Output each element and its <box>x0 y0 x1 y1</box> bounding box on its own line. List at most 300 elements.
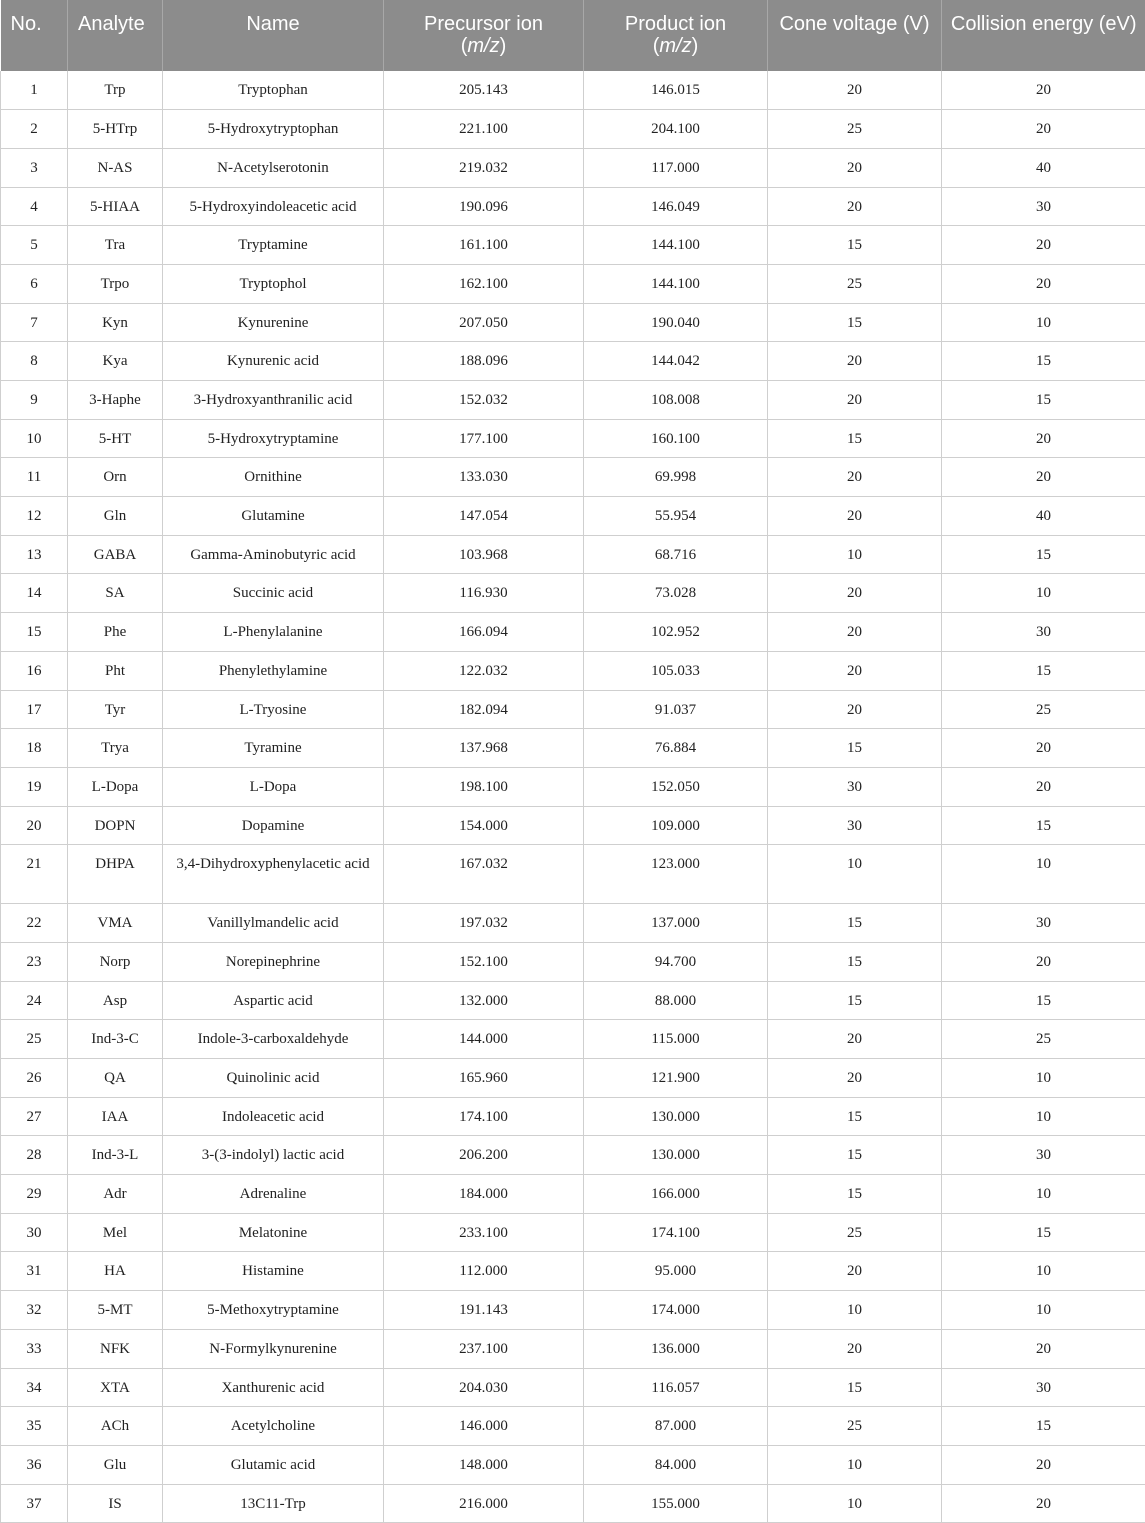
cell-cone-voltage: 15 <box>768 904 942 943</box>
cell-cone-voltage: 20 <box>768 1059 942 1098</box>
cell-no: 20 <box>1 806 68 845</box>
table-row <box>1 1252 1145 1291</box>
cell-precursor-ion: 122.032 <box>384 651 584 690</box>
table-row <box>1 690 1145 729</box>
cell-collision-energy: 10 <box>942 1252 1145 1291</box>
cell-cone-voltage: 10 <box>768 535 942 574</box>
table-row <box>1 613 1145 652</box>
cell-cone-voltage: 10 <box>768 845 942 904</box>
cell-cone-voltage: 25 <box>768 1407 942 1446</box>
cell-precursor-ion: 174.100 <box>384 1097 584 1136</box>
cell-analyte: Gln <box>68 497 163 536</box>
cell-precursor-ion: 221.100 <box>384 110 584 149</box>
cell-cone-voltage: 15 <box>768 1136 942 1175</box>
cell-analyte: L-Dopa <box>68 767 163 806</box>
cell-no: 2 <box>1 110 68 149</box>
table-body <box>1 71 1145 1523</box>
cell-name: Gamma-Aminobutyric acid <box>163 535 384 574</box>
cell-cone-voltage: 10 <box>768 1484 942 1523</box>
cell-name: 5-Hydroxytryptamine <box>163 419 384 458</box>
cell-name: Indole-3-carboxaldehyde <box>163 1020 384 1059</box>
cell-cone-voltage: 20 <box>768 1020 942 1059</box>
cell-product-ion: 130.000 <box>584 1097 768 1136</box>
cell-analyte: IS <box>68 1484 163 1523</box>
table-row <box>1 729 1145 768</box>
cell-collision-energy: 10 <box>942 1291 1145 1330</box>
cell-name: Melatonine <box>163 1213 384 1252</box>
header-no: No. <box>1 0 68 71</box>
cell-name: 5-Hydroxytryptophan <box>163 110 384 149</box>
cell-cone-voltage: 10 <box>768 1291 942 1330</box>
cell-precursor-ion: 161.100 <box>384 226 584 265</box>
cell-analyte: Asp <box>68 981 163 1020</box>
cell-collision-energy: 15 <box>942 535 1145 574</box>
cell-precursor-ion: 219.032 <box>384 148 584 187</box>
cell-product-ion: 190.040 <box>584 303 768 342</box>
cell-name: Glutamic acid <box>163 1445 384 1484</box>
cell-product-ion: 108.008 <box>584 381 768 420</box>
cell-product-ion: 102.952 <box>584 613 768 652</box>
cell-product-ion: 69.998 <box>584 458 768 497</box>
cell-name: Phenylethylamine <box>163 651 384 690</box>
cell-name: 3,4-Dihydroxyphenylacetic acid <box>163 845 384 904</box>
table-row <box>1 187 1145 226</box>
cell-cone-voltage: 15 <box>768 729 942 768</box>
cell-no: 16 <box>1 651 68 690</box>
cell-product-ion: 88.000 <box>584 981 768 1020</box>
cell-cone-voltage: 15 <box>768 1097 942 1136</box>
cell-product-ion: 91.037 <box>584 690 768 729</box>
cell-product-ion: 166.000 <box>584 1175 768 1214</box>
cell-analyte: DHPA <box>68 845 163 904</box>
cell-precursor-ion: 147.054 <box>384 497 584 536</box>
cell-collision-energy: 15 <box>942 1407 1145 1446</box>
cell-name: Dopamine <box>163 806 384 845</box>
cell-precursor-ion: 103.968 <box>384 535 584 574</box>
cell-collision-energy: 10 <box>942 845 1145 904</box>
table-row <box>1 1020 1145 1059</box>
cell-product-ion: 105.033 <box>584 651 768 690</box>
cell-product-ion: 121.900 <box>584 1059 768 1098</box>
cell-product-ion: 115.000 <box>584 1020 768 1059</box>
cell-cone-voltage: 20 <box>768 574 942 613</box>
cell-product-ion: 144.100 <box>584 226 768 265</box>
cell-no: 29 <box>1 1175 68 1214</box>
cell-name: Tryptophan <box>163 71 384 110</box>
cell-cone-voltage: 15 <box>768 1368 942 1407</box>
cell-precursor-ion: 206.200 <box>384 1136 584 1175</box>
cell-precursor-ion: 133.030 <box>384 458 584 497</box>
cell-cone-voltage: 20 <box>768 690 942 729</box>
cell-product-ion: 146.049 <box>584 187 768 226</box>
cell-collision-energy: 25 <box>942 690 1145 729</box>
cell-name: Ornithine <box>163 458 384 497</box>
cell-cone-voltage: 15 <box>768 942 942 981</box>
cell-product-ion: 144.100 <box>584 264 768 303</box>
cell-cone-voltage: 15 <box>768 226 942 265</box>
cell-name: Xanthurenic acid <box>163 1368 384 1407</box>
table-row <box>1 1445 1145 1484</box>
table-row <box>1 458 1145 497</box>
cell-cone-voltage: 20 <box>768 71 942 110</box>
cell-no: 37 <box>1 1484 68 1523</box>
cell-precursor-ion: 216.000 <box>384 1484 584 1523</box>
cell-cone-voltage: 25 <box>768 1213 942 1252</box>
cell-analyte: Mel <box>68 1213 163 1252</box>
cell-collision-energy: 30 <box>942 187 1145 226</box>
cell-collision-energy: 40 <box>942 148 1145 187</box>
cell-collision-energy: 10 <box>942 303 1145 342</box>
table-row <box>1 845 1145 904</box>
cell-analyte: 5-HT <box>68 419 163 458</box>
cell-no: 36 <box>1 1445 68 1484</box>
cell-name: Acetylcholine <box>163 1407 384 1446</box>
table-row <box>1 1291 1145 1330</box>
cell-precursor-ion: 152.100 <box>384 942 584 981</box>
cell-cone-voltage: 20 <box>768 148 942 187</box>
cell-cone-voltage: 30 <box>768 767 942 806</box>
cell-no: 23 <box>1 942 68 981</box>
cell-analyte: XTA <box>68 1368 163 1407</box>
cell-no: 19 <box>1 767 68 806</box>
cell-precursor-ion: 205.143 <box>384 71 584 110</box>
cell-no: 5 <box>1 226 68 265</box>
cell-collision-energy: 10 <box>942 1175 1145 1214</box>
cell-cone-voltage: 15 <box>768 419 942 458</box>
cell-collision-energy: 15 <box>942 1213 1145 1252</box>
table-row <box>1 381 1145 420</box>
table-row <box>1 1368 1145 1407</box>
cell-name: N-Formylkynurenine <box>163 1329 384 1368</box>
cell-name: Tyramine <box>163 729 384 768</box>
cell-precursor-ion: 207.050 <box>384 303 584 342</box>
cell-analyte: IAA <box>68 1097 163 1136</box>
cell-precursor-ion: 191.143 <box>384 1291 584 1330</box>
cell-precursor-ion: 116.930 <box>384 574 584 613</box>
header-analyte: Analyte <box>68 0 163 71</box>
cell-precursor-ion: 184.000 <box>384 1175 584 1214</box>
cell-collision-energy: 20 <box>942 1329 1145 1368</box>
cell-product-ion: 123.000 <box>584 845 768 904</box>
cell-name: Kynurenic acid <box>163 342 384 381</box>
cell-cone-voltage: 20 <box>768 342 942 381</box>
cell-analyte: HA <box>68 1252 163 1291</box>
cell-analyte: Glu <box>68 1445 163 1484</box>
cell-name: Norepinephrine <box>163 942 384 981</box>
cell-no: 22 <box>1 904 68 943</box>
cell-product-ion: 87.000 <box>584 1407 768 1446</box>
cell-no: 21 <box>1 845 68 904</box>
cell-analyte: 3-Haphe <box>68 381 163 420</box>
cell-cone-voltage: 15 <box>768 303 942 342</box>
cell-product-ion: 73.028 <box>584 574 768 613</box>
table-row <box>1 110 1145 149</box>
cell-product-ion: 174.000 <box>584 1291 768 1330</box>
cell-cone-voltage: 15 <box>768 1175 942 1214</box>
cell-product-ion: 136.000 <box>584 1329 768 1368</box>
cell-no: 32 <box>1 1291 68 1330</box>
cell-precursor-ion: 148.000 <box>384 1445 584 1484</box>
cell-name: Quinolinic acid <box>163 1059 384 1098</box>
cell-precursor-ion: 190.096 <box>384 187 584 226</box>
cell-no: 3 <box>1 148 68 187</box>
cell-collision-energy: 20 <box>942 71 1145 110</box>
cell-precursor-ion: 112.000 <box>384 1252 584 1291</box>
cell-collision-energy: 20 <box>942 419 1145 458</box>
cell-product-ion: 76.884 <box>584 729 768 768</box>
table-row <box>1 497 1145 536</box>
cell-no: 35 <box>1 1407 68 1446</box>
cell-no: 10 <box>1 419 68 458</box>
cell-collision-energy: 15 <box>942 342 1145 381</box>
cell-precursor-ion: 198.100 <box>384 767 584 806</box>
cell-cone-voltage: 15 <box>768 981 942 1020</box>
cell-collision-energy: 20 <box>942 1445 1145 1484</box>
cell-name: Histamine <box>163 1252 384 1291</box>
table-row <box>1 1407 1145 1446</box>
table-row <box>1 1097 1145 1136</box>
table-row <box>1 303 1145 342</box>
cell-no: 24 <box>1 981 68 1020</box>
cell-analyte: Pht <box>68 651 163 690</box>
header-collision-energy: Collision energy (eV) <box>942 0 1145 71</box>
cell-name: N-Acetylserotonin <box>163 148 384 187</box>
cell-cone-voltage: 10 <box>768 1445 942 1484</box>
cell-cone-voltage: 30 <box>768 806 942 845</box>
cell-name: L-Tryosine <box>163 690 384 729</box>
cell-cone-voltage: 20 <box>768 187 942 226</box>
cell-collision-energy: 30 <box>942 904 1145 943</box>
cell-name: Tryptamine <box>163 226 384 265</box>
cell-product-ion: 137.000 <box>584 904 768 943</box>
cell-collision-energy: 20 <box>942 942 1145 981</box>
cell-no: 25 <box>1 1020 68 1059</box>
table-row <box>1 419 1145 458</box>
cell-analyte: DOPN <box>68 806 163 845</box>
header-cone-voltage: Cone voltage (V) <box>768 0 942 71</box>
cell-precursor-ion: 233.100 <box>384 1213 584 1252</box>
cell-name: 3-Hydroxyanthranilic acid <box>163 381 384 420</box>
cell-precursor-ion: 137.968 <box>384 729 584 768</box>
cell-analyte: Tra <box>68 226 163 265</box>
table-row <box>1 535 1145 574</box>
cell-cone-voltage: 25 <box>768 264 942 303</box>
cell-product-ion: 95.000 <box>584 1252 768 1291</box>
table-row <box>1 226 1145 265</box>
table-row <box>1 1136 1145 1175</box>
cell-collision-energy: 15 <box>942 981 1145 1020</box>
cell-name: 3-(3-indolyl) lactic acid <box>163 1136 384 1175</box>
cell-analyte: Kyn <box>68 303 163 342</box>
header-name: Name <box>163 0 384 71</box>
cell-collision-energy: 20 <box>942 264 1145 303</box>
table-row <box>1 904 1145 943</box>
cell-product-ion: 146.015 <box>584 71 768 110</box>
cell-name: Succinic acid <box>163 574 384 613</box>
table-row <box>1 342 1145 381</box>
table-row <box>1 264 1145 303</box>
cell-product-ion: 116.057 <box>584 1368 768 1407</box>
cell-product-ion: 94.700 <box>584 942 768 981</box>
cell-collision-energy: 20 <box>942 226 1145 265</box>
header-product-ion: Product ion (m/z) <box>584 0 768 71</box>
cell-collision-energy: 15 <box>942 651 1145 690</box>
cell-analyte: SA <box>68 574 163 613</box>
header-precursor-ion: Precursor ion (m/z) <box>384 0 584 71</box>
cell-no: 28 <box>1 1136 68 1175</box>
cell-cone-voltage: 20 <box>768 1329 942 1368</box>
cell-analyte: Trp <box>68 71 163 110</box>
cell-collision-energy: 20 <box>942 1484 1145 1523</box>
cell-product-ion: 130.000 <box>584 1136 768 1175</box>
cell-analyte: Kya <box>68 342 163 381</box>
cell-no: 1 <box>1 71 68 110</box>
cell-product-ion: 152.050 <box>584 767 768 806</box>
cell-collision-energy: 40 <box>942 497 1145 536</box>
cell-precursor-ion: 204.030 <box>384 1368 584 1407</box>
table-row <box>1 1329 1145 1368</box>
cell-cone-voltage: 20 <box>768 651 942 690</box>
cell-no: 4 <box>1 187 68 226</box>
cell-precursor-ion: 162.100 <box>384 264 584 303</box>
header-row <box>1 0 1145 71</box>
cell-product-ion: 160.100 <box>584 419 768 458</box>
cell-no: 27 <box>1 1097 68 1136</box>
cell-no: 15 <box>1 613 68 652</box>
cell-analyte: 5-HTrp <box>68 110 163 149</box>
cell-analyte: Norp <box>68 942 163 981</box>
table-row <box>1 1213 1145 1252</box>
cell-precursor-ion: 166.094 <box>384 613 584 652</box>
cell-collision-energy: 15 <box>942 806 1145 845</box>
cell-product-ion: 84.000 <box>584 1445 768 1484</box>
cell-name: 5-Hydroxyindoleacetic acid <box>163 187 384 226</box>
cell-product-ion: 109.000 <box>584 806 768 845</box>
cell-precursor-ion: 144.000 <box>384 1020 584 1059</box>
cell-collision-energy: 20 <box>942 458 1145 497</box>
cell-cone-voltage: 20 <box>768 613 942 652</box>
cell-collision-energy: 10 <box>942 574 1145 613</box>
cell-cone-voltage: 20 <box>768 1252 942 1291</box>
table-row <box>1 71 1145 110</box>
cell-name: Indoleacetic acid <box>163 1097 384 1136</box>
cell-analyte: Adr <box>68 1175 163 1214</box>
cell-product-ion: 68.716 <box>584 535 768 574</box>
cell-collision-energy: 25 <box>942 1020 1145 1059</box>
cell-cone-voltage: 20 <box>768 381 942 420</box>
cell-analyte: NFK <box>68 1329 163 1368</box>
table-row <box>1 806 1145 845</box>
cell-no: 13 <box>1 535 68 574</box>
cell-name: Aspartic acid <box>163 981 384 1020</box>
cell-collision-energy: 30 <box>942 1136 1145 1175</box>
cell-name: Kynurenine <box>163 303 384 342</box>
cell-no: 17 <box>1 690 68 729</box>
cell-collision-energy: 20 <box>942 110 1145 149</box>
cell-name: Tryptophol <box>163 264 384 303</box>
cell-name: 13C11-Trp <box>163 1484 384 1523</box>
cell-analyte: VMA <box>68 904 163 943</box>
cell-precursor-ion: 182.094 <box>384 690 584 729</box>
table-row <box>1 1175 1145 1214</box>
cell-no: 30 <box>1 1213 68 1252</box>
cell-analyte: Phe <box>68 613 163 652</box>
cell-analyte: Ind-3-L <box>68 1136 163 1175</box>
cell-collision-energy: 20 <box>942 729 1145 768</box>
cell-name: Vanillylmandelic acid <box>163 904 384 943</box>
cell-no: 34 <box>1 1368 68 1407</box>
table-row <box>1 574 1145 613</box>
cell-product-ion: 204.100 <box>584 110 768 149</box>
cell-precursor-ion: 167.032 <box>384 845 584 904</box>
table-row <box>1 767 1145 806</box>
cell-no: 31 <box>1 1252 68 1291</box>
table-row <box>1 981 1145 1020</box>
cell-no: 12 <box>1 497 68 536</box>
cell-no: 26 <box>1 1059 68 1098</box>
cell-precursor-ion: 154.000 <box>384 806 584 845</box>
cell-product-ion: 174.100 <box>584 1213 768 1252</box>
cell-name: 5-Methoxytryptamine <box>163 1291 384 1330</box>
cell-precursor-ion: 237.100 <box>384 1329 584 1368</box>
cell-precursor-ion: 165.960 <box>384 1059 584 1098</box>
cell-analyte: QA <box>68 1059 163 1098</box>
cell-product-ion: 117.000 <box>584 148 768 187</box>
cell-no: 8 <box>1 342 68 381</box>
cell-analyte: N-AS <box>68 148 163 187</box>
table-row <box>1 942 1145 981</box>
table-row <box>1 148 1145 187</box>
cell-product-ion: 55.954 <box>584 497 768 536</box>
cell-product-ion: 144.042 <box>584 342 768 381</box>
cell-precursor-ion: 146.000 <box>384 1407 584 1446</box>
cell-analyte: 5-MT <box>68 1291 163 1330</box>
table-row <box>1 1059 1145 1098</box>
cell-precursor-ion: 177.100 <box>384 419 584 458</box>
cell-no: 11 <box>1 458 68 497</box>
cell-name: Adrenaline <box>163 1175 384 1214</box>
cell-no: 9 <box>1 381 68 420</box>
cell-cone-voltage: 20 <box>768 458 942 497</box>
cell-no: 33 <box>1 1329 68 1368</box>
cell-collision-energy: 20 <box>942 767 1145 806</box>
cell-cone-voltage: 25 <box>768 110 942 149</box>
cell-name: L-Phenylalanine <box>163 613 384 652</box>
cell-precursor-ion: 197.032 <box>384 904 584 943</box>
cell-precursor-ion: 152.032 <box>384 381 584 420</box>
cell-precursor-ion: 188.096 <box>384 342 584 381</box>
cell-analyte: Tyr <box>68 690 163 729</box>
cell-precursor-ion: 132.000 <box>384 981 584 1020</box>
cell-no: 14 <box>1 574 68 613</box>
cell-name: Glutamine <box>163 497 384 536</box>
cell-collision-energy: 30 <box>942 613 1145 652</box>
cell-analyte: Orn <box>68 458 163 497</box>
table-header <box>1 0 1145 71</box>
cell-analyte: GABA <box>68 535 163 574</box>
cell-name: L-Dopa <box>163 767 384 806</box>
cell-analyte: 5-HIAA <box>68 187 163 226</box>
cell-analyte: Trpo <box>68 264 163 303</box>
cell-collision-energy: 10 <box>942 1097 1145 1136</box>
cell-cone-voltage: 20 <box>768 497 942 536</box>
cell-collision-energy: 30 <box>942 1368 1145 1407</box>
cell-analyte: Ind-3-C <box>68 1020 163 1059</box>
cell-collision-energy: 10 <box>942 1059 1145 1098</box>
cell-product-ion: 155.000 <box>584 1484 768 1523</box>
cell-collision-energy: 15 <box>942 381 1145 420</box>
cell-no: 6 <box>1 264 68 303</box>
